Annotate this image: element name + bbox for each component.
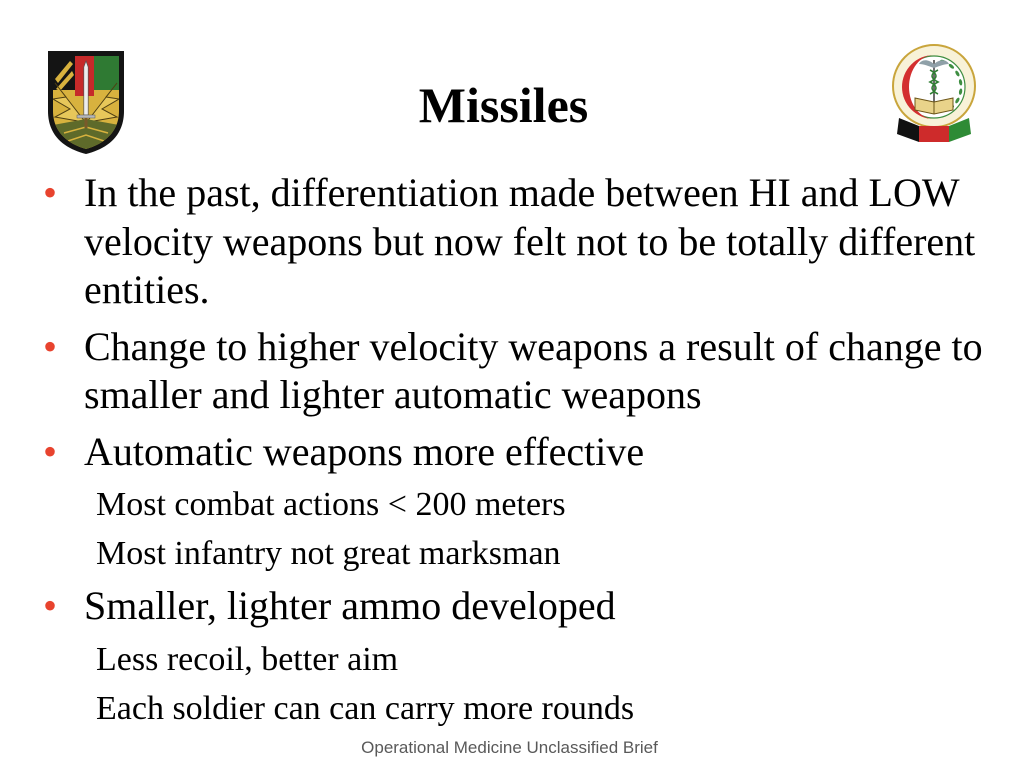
bullet-text: In the past, differentiation made between HI and LOW velocity weapons but now felt not to be totally different entities. <box>84 170 976 312</box>
bullet-marker: • <box>43 170 58 215</box>
bullet-text: Change to higher velocity weapons a result of change to smaller and lighter automatic weapons <box>84 323 983 417</box>
unit-shield-insignia-icon <box>46 49 126 155</box>
bullet-item <box>43 323 1009 420</box>
bullet-marker: • <box>43 323 58 369</box>
sub-bullet-item: Most infantry not great marksman <box>96 535 561 572</box>
bullet-text: Automatic weapons more effective <box>84 428 645 474</box>
bullet-text: Smaller, lighter ammo developed <box>84 583 616 628</box>
footer-text: Operational Medicine Unclassified Brief <box>361 738 658 757</box>
slide-title: Missiles <box>418 77 589 133</box>
sub-bullet-item: Less recoil, better aim <box>96 640 399 678</box>
medical-emblem-icon <box>891 40 977 146</box>
sub-bullet-item: Each soldier can can carry more rounds <box>96 689 635 727</box>
bullet-item <box>43 582 1009 631</box>
sub-bullet-item: Most combat actions < 200 meters <box>96 486 566 523</box>
bullet-item <box>43 428 1009 477</box>
bullet-item <box>43 169 1009 315</box>
bullet-list <box>43 169 1009 729</box>
bullet-marker: • <box>43 428 58 474</box>
bullet-marker: • <box>43 583 58 628</box>
